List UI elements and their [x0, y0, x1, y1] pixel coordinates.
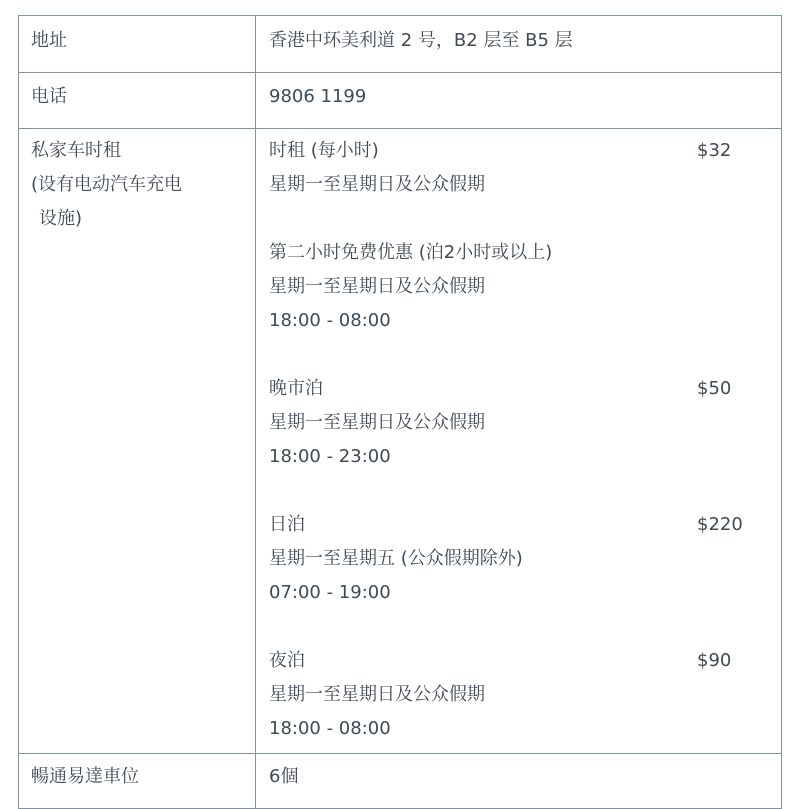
hourly-label-line-3: 设施): [39, 208, 83, 229]
hourly-rates-row: [19, 129, 782, 754]
rate-block-evening: [269, 372, 781, 474]
rate-hours: 18:00 - 23:00: [269, 446, 391, 467]
rate-price: $220: [697, 514, 743, 535]
address-label: 地址: [19, 16, 256, 73]
address-value: 香港中环美利道 2 号，B2 层至 B5 层: [256, 16, 782, 73]
rate-days: 星期一至星期日及公众假期: [269, 684, 485, 705]
rate-hours: 18:00 - 08:00: [269, 718, 391, 739]
rate-days: 星期一至星期日及公众假期: [269, 412, 485, 433]
hourly-label-line-2: (设有电动汽车充电: [31, 174, 183, 195]
accessible-value: 6個: [256, 754, 782, 809]
car-park-info-table: [18, 15, 782, 809]
rate-block-second-hour-free: [269, 236, 781, 338]
accessible-spaces-row: [19, 754, 782, 809]
rate-days: 星期一至星期日及公众假期: [269, 174, 485, 195]
rate-hours: 18:00 - 08:00: [269, 310, 391, 331]
phone-value: 9806 1199: [256, 73, 782, 129]
rate-title: 时租 (每小时): [269, 140, 379, 161]
hourly-label-line-1: 私家车时租: [31, 140, 121, 161]
rates-list: [256, 129, 782, 754]
rate-block-day: [269, 508, 781, 610]
rate-block-hourly: [269, 134, 781, 202]
phone-row: [19, 73, 782, 129]
rate-title: 第二小时免费优惠 (泊2小时或以上): [269, 242, 553, 263]
accessible-label: 暢通易達車位: [19, 754, 256, 809]
phone-label: 电话: [19, 73, 256, 129]
rate-price: $32: [697, 140, 732, 161]
rate-hours: 07:00 - 19:00: [269, 582, 391, 603]
rate-title: 夜泊: [269, 650, 305, 671]
rate-block-night: [269, 644, 781, 746]
rate-days: 星期一至星期日及公众假期: [269, 276, 485, 297]
rate-title: 日泊: [269, 514, 305, 535]
rate-days: 星期一至星期五 (公众假期除外): [269, 548, 523, 569]
address-row: [19, 16, 782, 73]
rate-price: $50: [697, 378, 732, 399]
hourly-label: [19, 129, 256, 754]
rate-title: 晚市泊: [269, 378, 323, 399]
rate-price: $90: [697, 650, 732, 671]
